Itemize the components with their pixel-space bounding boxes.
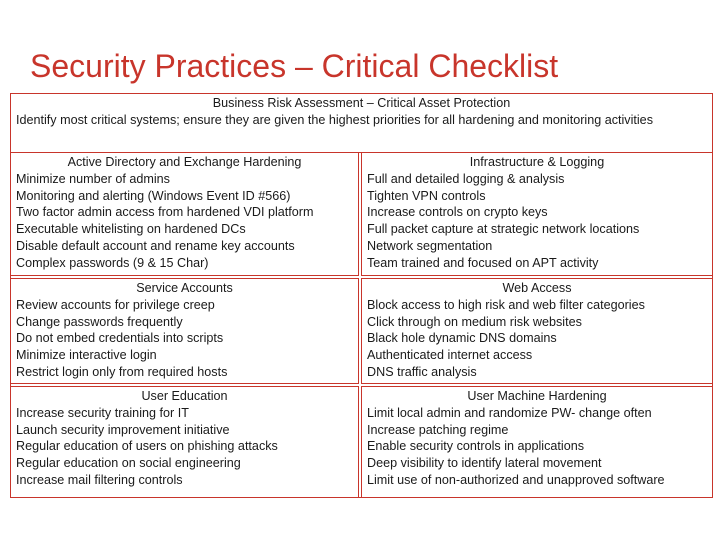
section-heading: Web Access bbox=[502, 281, 572, 295]
section-active-directory bbox=[10, 152, 359, 276]
list-item: Monitoring and alerting (Windows Event ID #566) bbox=[16, 188, 291, 203]
list-item: Regular education on social engineering bbox=[16, 456, 241, 471]
list-item: Increase mail filtering controls bbox=[16, 472, 183, 487]
list-item: DNS traffic analysis bbox=[367, 364, 477, 379]
list-item: Launch security improvement initiative bbox=[16, 422, 230, 437]
list-item: Deep visibility to identify lateral movement bbox=[367, 456, 602, 471]
risk-assessment-text: Identify most critical systems; ensure they are given the highest priorities for all hardening and monitoring activities bbox=[16, 112, 653, 127]
risk-assessment-box bbox=[10, 93, 713, 153]
list-item: Black hole dynamic DNS domains bbox=[367, 331, 557, 346]
list-item: Regular education of users on phishing attacks bbox=[16, 439, 278, 454]
list-item: Click through on medium risk websites bbox=[367, 314, 582, 329]
section-infrastructure-logging bbox=[361, 152, 713, 276]
list-item: Authenticated internet access bbox=[367, 348, 533, 363]
list-item: Block access to high risk and web filter categories bbox=[367, 297, 645, 312]
list-item: Two factor admin access from hardened VDI platform bbox=[16, 205, 314, 220]
list-item: Team trained and focused on APT activity bbox=[367, 255, 599, 270]
section-user-education bbox=[10, 386, 359, 498]
list-item: Change passwords frequently bbox=[16, 314, 183, 329]
list-item: Disable default account and rename key accounts bbox=[16, 238, 295, 253]
list-item: Tighten VPN controls bbox=[367, 188, 486, 203]
list-item: Increase security training for IT bbox=[16, 405, 189, 420]
list-item: Do not embed credentials into scripts bbox=[16, 331, 224, 346]
section-heading: User Machine Hardening bbox=[467, 389, 607, 403]
list-item: Network segmentation bbox=[367, 238, 493, 253]
section-user-machine-hardening bbox=[361, 386, 713, 498]
list-item: Review accounts for privilege creep bbox=[16, 297, 215, 312]
list-item: Limit use of non-authorized and unapproved software bbox=[367, 472, 665, 487]
section-web-access bbox=[361, 278, 713, 384]
list-item: Enable security controls in applications bbox=[367, 439, 585, 454]
list-item: Executable whitelisting on hardened DCs bbox=[16, 222, 246, 237]
section-heading: Active Directory and Exchange Hardening bbox=[67, 155, 302, 169]
list-item: Full and detailed logging & analysis bbox=[367, 171, 565, 186]
list-item: Limit local admin and randomize PW- change often bbox=[367, 405, 652, 420]
section-service-accounts bbox=[10, 278, 359, 384]
list-item: Full packet capture at strategic network locations bbox=[367, 222, 640, 237]
page-title: Security Practices – Critical Checklist bbox=[30, 48, 559, 84]
list-item: Complex passwords (9 & 15 Char) bbox=[16, 255, 209, 270]
list-item: Minimize number of admins bbox=[16, 171, 170, 186]
section-heading: User Education bbox=[141, 389, 228, 403]
section-heading: Infrastructure & Logging bbox=[469, 155, 605, 169]
list-item: Restrict login only from required hosts bbox=[16, 364, 228, 379]
risk-assessment-heading: Business Risk Assessment – Critical Asset Protection bbox=[212, 96, 511, 110]
list-item: Minimize interactive login bbox=[16, 348, 157, 363]
section-heading: Service Accounts bbox=[136, 281, 233, 295]
list-item: Increase controls on crypto keys bbox=[367, 205, 548, 220]
list-item: Increase patching regime bbox=[367, 422, 509, 437]
